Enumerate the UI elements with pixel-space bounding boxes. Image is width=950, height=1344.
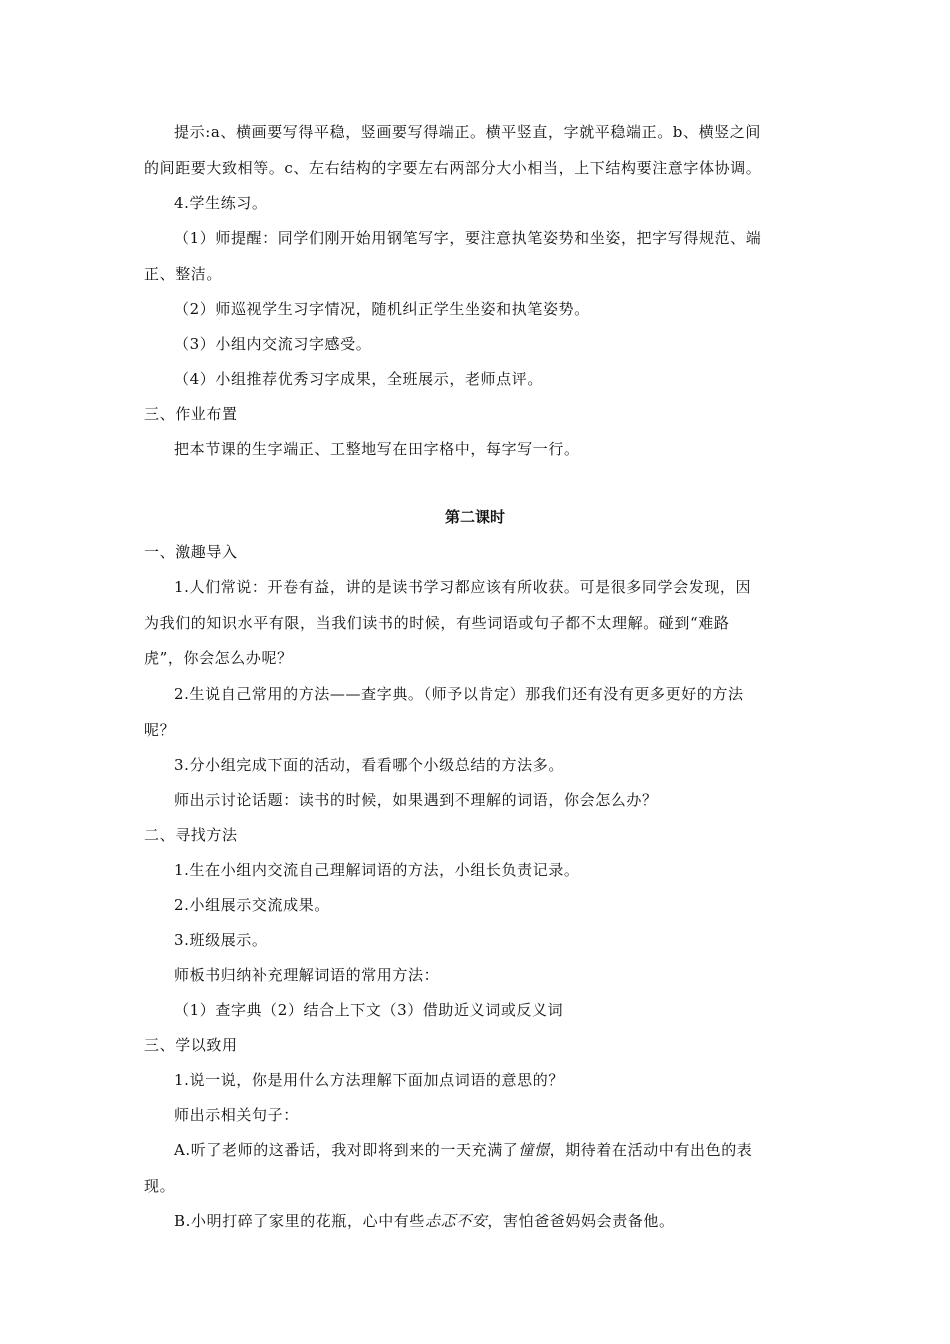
section-methods-heading: 二、寻找方法 (144, 826, 238, 844)
methods-list-line: （1）查字典（2）结合上下文（3）借助近义词或反义词 (174, 1001, 564, 1019)
methods-2-line: 2.小组展示交流成果。 (174, 896, 330, 914)
methods-1-line: 1.生在小组内交流自己理解词语的方法，小组长负责记录。 (174, 861, 580, 879)
tip-line-2: 的间距要大致相等。c、左右结构的字要左右两部分大小相当，上下结构要注意字体协调。 (144, 159, 762, 177)
section-apply-heading: 三、学以致用 (144, 1036, 238, 1054)
apply-1-line: 1.说一说，你是用什么方法理解下面加点词语的意思的？ (174, 1071, 564, 1089)
item-3-line: （3）小组内交流习字感受。 (174, 335, 372, 353)
sentence-a-part-1: A.听了老师的这番话，我对即将到来的一天充满了 (174, 1141, 519, 1159)
board-summary-line: 师板书归纳补充理解词语的常用方法： (174, 966, 440, 984)
sentence-a-line-2: 现。 (144, 1177, 176, 1195)
intro-3-line: 3.分小组完成下面的活动，看看哪个小级总结的方法多。 (174, 756, 564, 774)
sentence-b-dotted-word: 忐忑不安 (425, 1212, 488, 1230)
discussion-topic-line: 师出示讨论话题：读书的时候，如果遇到不理解的词语，你会怎么办？ (174, 791, 658, 809)
item-1-line-1: （1）师提醒：同学们刚开始用钢笔写字，要注意执笔姿势和坐姿，把字写得规范、端 (174, 229, 762, 247)
item-1-line-2: 正、整洁。 (144, 265, 223, 283)
section-intro-heading: 一、激趣导入 (144, 543, 238, 561)
sentence-a-part-2: ，期待着在活动中有出色的表 (549, 1141, 753, 1159)
item-4-line: （4）小组推荐优秀习字成果，全班展示，老师点评。 (174, 370, 543, 388)
intro-1-line-3: 虎”，你会怎么办呢？ (144, 649, 293, 667)
show-sentences-line: 师出示相关句子： (174, 1106, 299, 1124)
sentence-b-line (174, 1211, 806, 1231)
sentence-a-dotted-word: 憧憬 (518, 1141, 550, 1159)
intro-2-line-1: 2.生说自己常用的方法——查字典。（师予以肯定）那我们还有没有更多更好的方法 (174, 685, 744, 703)
sentence-a-line-1 (174, 1140, 806, 1160)
section-homework-heading: 三、作业布置 (144, 405, 238, 423)
item-2-line: （2）师巡视学生习字情况，随机纠正学生坐姿和执笔姿势。 (174, 300, 590, 318)
intro-2-line-2: 呢？ (144, 721, 176, 739)
intro-1-line-1: 1.人们常说：开卷有益，讲的是读书学习都应该有所收获。可是很多同学会发现，因 (174, 578, 752, 596)
sentence-b-part-1: B.小明打碎了家里的花瓶，心中有些 (174, 1212, 425, 1230)
tip-line-1: 提示:a、横画要写得平稳，竖画要写得端正。横平竖直，字就平稳端正。b、横竖之间 (174, 123, 762, 141)
methods-3-line: 3.班级展示。 (174, 931, 268, 949)
sentence-b-part-2: ，害怕爸爸妈妈会责备他。 (487, 1212, 675, 1230)
homework-line: 把本节课的生字端正、工整地写在田字格中，每字写一行。 (174, 440, 580, 458)
step-4-line: 4.学生练习。 (174, 194, 268, 212)
intro-1-line-2: 为我们的知识水平有限，当我们读书的时候，有些词语或句子都不太理解。碰到“难路 (144, 614, 730, 632)
lesson-2-title: 第二课时 (444, 508, 505, 526)
